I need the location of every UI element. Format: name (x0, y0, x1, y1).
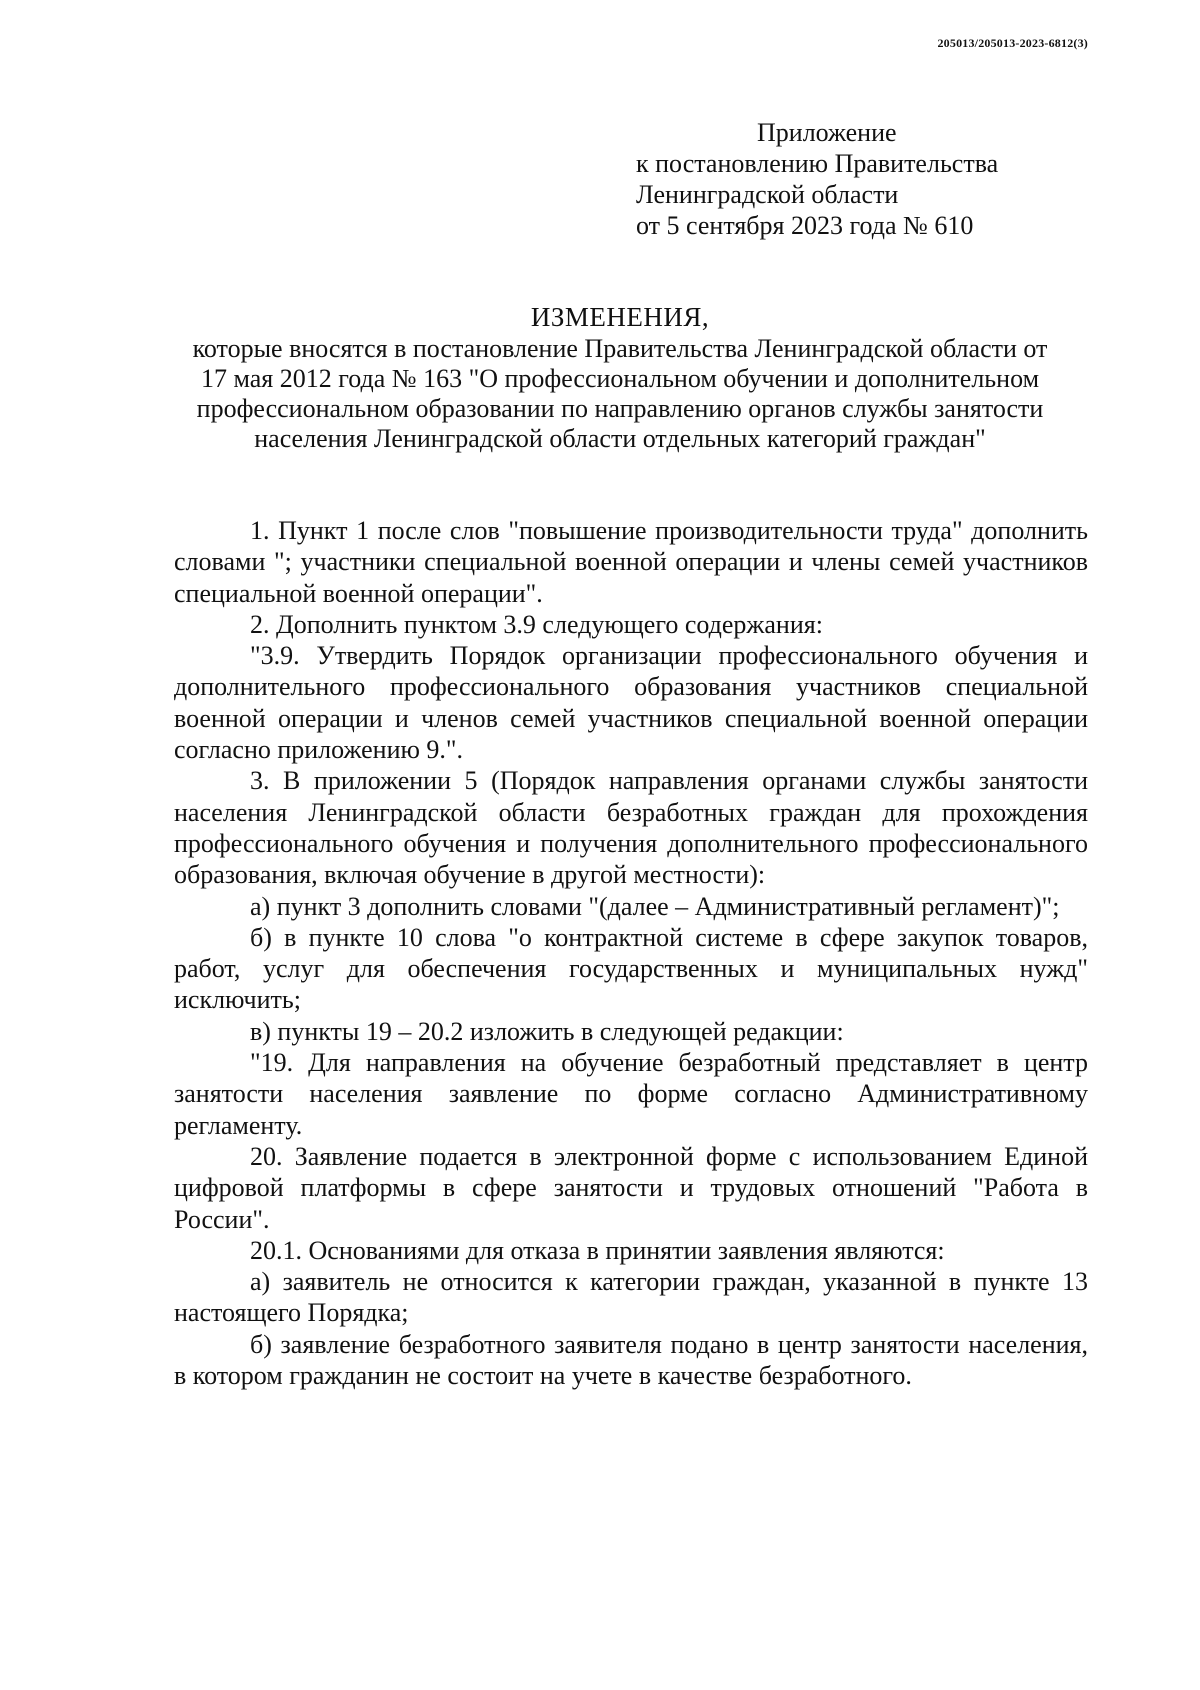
appendix-line-4: от 5 сентября 2023 года № 610 (636, 211, 974, 240)
document-number: 205013/205013-2023-6812(3) (937, 36, 1088, 50)
paragraph-4: 3. В приложении 5 (Порядок направления органами службы занятости населения Ленинградской области безработных граждан для прохождения профессионального обучения и получения дополнительного профессионального образования, включая обучение в другой местности): (174, 766, 1088, 890)
paragraph-6: б) в пункте 10 слова "о контрактной системе в сфере закупок товаров, работ, услуг для обеспечения государственных и муниципальных нужд" исключить; (174, 922, 1088, 1015)
document-body (174, 515, 1088, 1391)
paragraph-5: а) пункт 3 дополнить словами "(далее – Административный регламент)"; (250, 891, 1060, 921)
paragraph-12: б) заявление безработного заявителя подано в центр занятости населения, в котором гражданин не состоит на учете в качестве безработного. (174, 1329, 1088, 1391)
paragraph-9: 20. Заявление подается в электронной форме с использованием Единой цифровой платформы в сфере занятости и трудовых отношений "Работа в России". (174, 1141, 1088, 1234)
appendix-line-2: к постановлению Правительства (636, 149, 999, 178)
paragraph-11: а) заявитель не относится к категории граждан, указанной в пункте 13 настоящего Порядка; (174, 1267, 1088, 1328)
paragraph-10: 20.1. Основаниями для отказа в принятии заявления являются: (250, 1235, 945, 1265)
paragraph-1: 1. Пункт 1 после слов "повышение производительности труда" дополнить словами "; участники специальной военной операции и члены семей участников специальной военной операции". (174, 516, 1088, 608)
heading-subtitle: которые вносятся в постановление Правительства Ленинградской области от 17 мая 2012 года № 163 "О профессиональном обучении и дополнительном профессиональном образовании по направлению органов службы занятости населения Ленинградской области отдельных категорий граждан" (192, 334, 1048, 453)
paragraph-8: "19. Для направления на обучение безработный представляет в центр занятости населения заявление по форме согласно Административному регламенту. (174, 1048, 1088, 1140)
appendix-line-1: Приложение (757, 118, 897, 147)
document-heading (180, 302, 1060, 454)
heading-title: ИЗМЕНЕНИЯ, (530, 302, 710, 332)
paragraph-3: "3.9. Утвердить Порядок организации профессионального обучения и дополнительного профессионального образования участников специальной военной операции и членов семей участников специальной военной операции согласно приложению 9.". (174, 641, 1088, 765)
appendix-line-3: Ленинградской области (636, 180, 899, 209)
paragraph-2: 2. Дополнить пунктом 3.9 следующего содержания: (250, 609, 823, 639)
paragraph-7: в) пункты 19 – 20.2 изложить в следующей редакции: (250, 1016, 844, 1046)
